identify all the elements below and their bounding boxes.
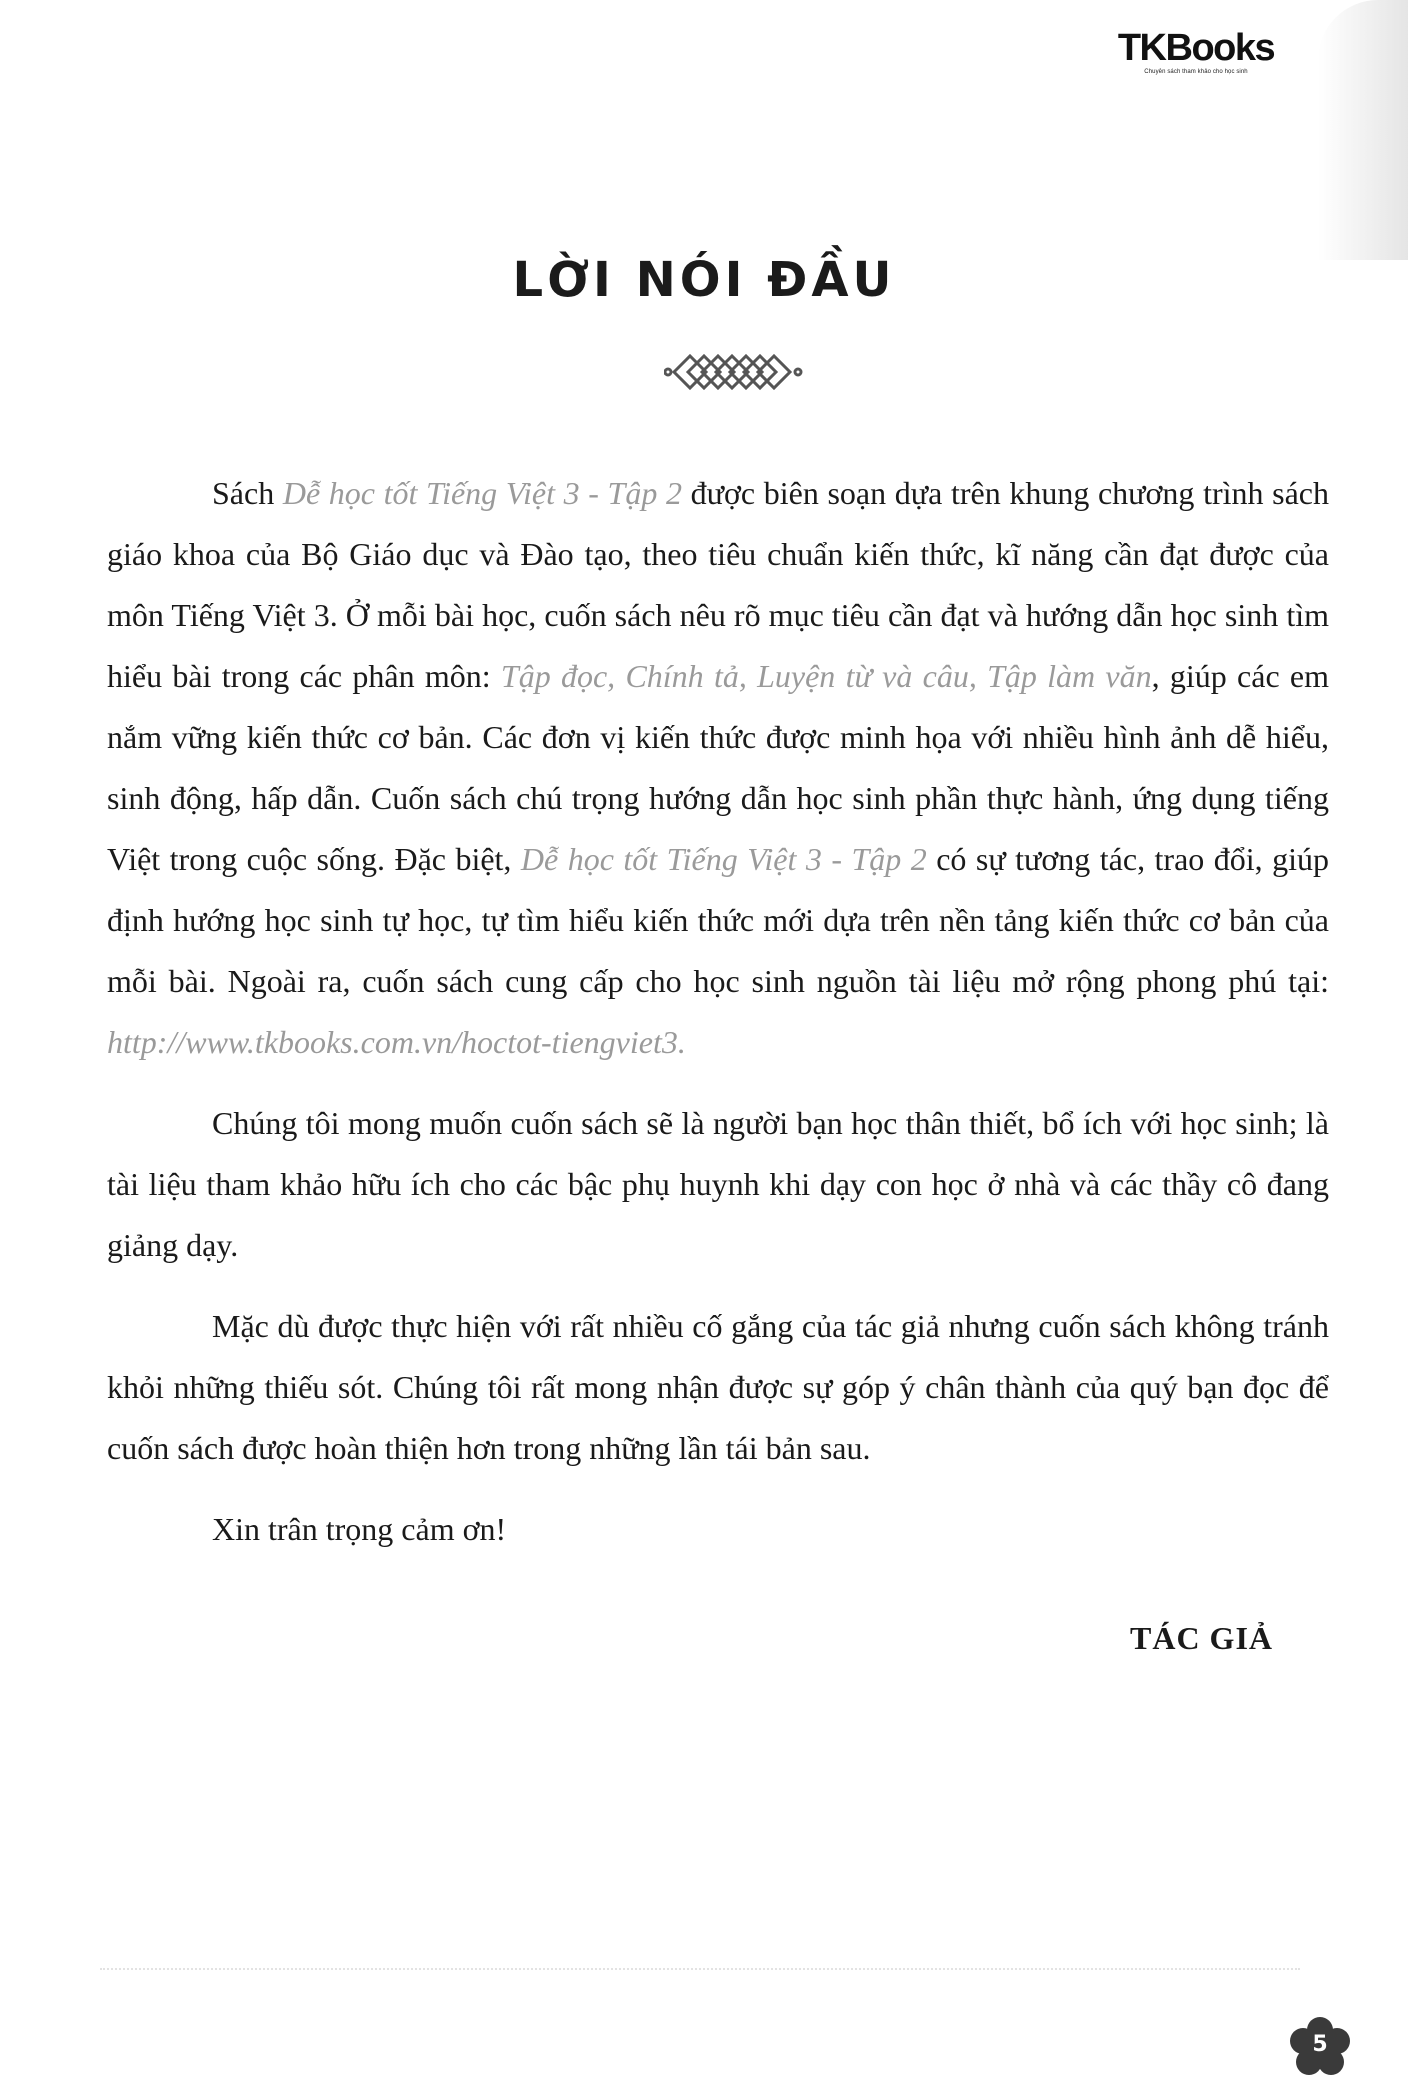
paragraph-hope: Chúng tôi mong muốn cuốn sách sẽ là người bạn học thân thiết, bổ ích với học sinh; là tài liệu tham khảo hữu ích cho các bậc phụ huynh khi dạy con học ở nhà và các thầy cô đang giảng dạy. — [107, 1105, 1329, 1263]
logo-tagline: Chuyên sách tham khảo cho học sinh — [1144, 69, 1248, 75]
page-title: LỜI NÓI ĐẦU — [512, 252, 896, 308]
page-curl-shadow — [1318, 0, 1408, 260]
text-segment: có sự tương tác, trao đổi, giúp định hướng học sinh tự học, tự tìm hiểu kiến thức mới dựa trên nền tảng kiến thức cơ bản của mỗi bài. Ngoài ra, cuốn sách cung cấp cho học sinh nguồn tài liệu mở rộng phong phú tại: — [107, 841, 1330, 999]
celtic-knot-ornament-icon — [664, 346, 804, 398]
publisher-logo — [1110, 28, 1282, 76]
logo-name: TKBooks — [1117, 27, 1275, 69]
paragraph-feedback: Mặc dù được thực hiện với rất nhiều cố gắng của tác giả nhưng cuốn sách không tránh khỏi những thiếu sót. Chúng tôi rất mong nhận được sự góp ý chân thành của quý bạn đọc để cuốn sách được hoàn thiện hơn trong những lần tái bản sau. — [107, 1308, 1329, 1466]
text-segment: , giúp các em nắm vững kiến thức cơ bản. Các đơn vị kiến thức được minh họa với nhiều hình ảnh dễ hiểu, sinh động, hấp dẫn. Cuốn sách chú trọng hướng dẫn học sinh phần thực hành, ứng dụng tiếng Việt trong cuộc sống. Đặc biệt, — [107, 658, 1330, 877]
paragraph-thanks: Xin trân trọng cảm ơn! — [212, 1511, 507, 1547]
italic-reference: Tập đọc, Chính tả, Luyện từ và câu, Tập làm văn — [500, 658, 1152, 694]
text-segment: Sách — [212, 475, 283, 511]
preface-body — [107, 463, 1329, 1560]
page-number: 5 — [1312, 2032, 1328, 2057]
italic-reference: Dễ học tốt Tiếng Việt 3 - Tập 2 — [282, 475, 682, 511]
text-segment: được biên soạn dựa trên khung chương trình sách giáo khoa của Bộ Giáo dục và Đào tạo, theo tiêu chuẩn kiến thức, kĩ năng cần đạt được của môn Tiếng Việt 3. Ở mỗi bài học, cuốn sách nêu rõ mục tiêu cần đạt và hướng dẫn học sinh tìm hiểu bài trong các phân môn: — [107, 475, 1330, 694]
author-signature: TÁC GIẢ — [1129, 1620, 1273, 1656]
italic-reference: Dễ học tốt Tiếng Việt 3 - Tập 2 — [520, 841, 927, 877]
paragraph-intro — [107, 463, 1329, 1073]
italic-reference: http://www.tkbooks.com.vn/hoctot-tiengviet3. — [107, 1024, 686, 1060]
footer-divider — [100, 1968, 1300, 1970]
